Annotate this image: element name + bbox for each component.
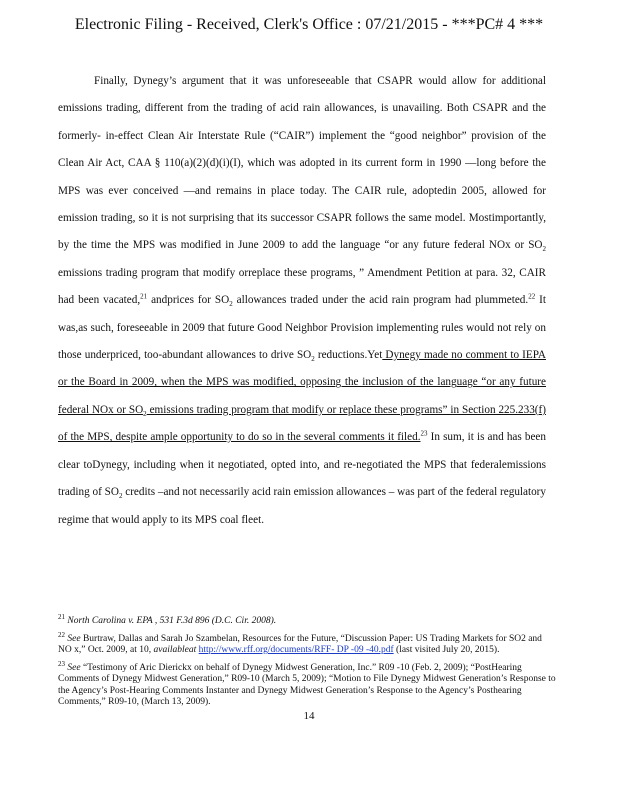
sentence-5: It was,as such, foreseeable in 2009 that future Good Neighbor Provision implementing rules would not rely on those underpriced, too-abundant allowances to drive SO	[58, 294, 546, 362]
footnote-23	[58, 659, 558, 709]
footnote-see: See	[67, 633, 81, 644]
sentence-4c: andprices for SO	[147, 294, 230, 307]
sentence-5b: reductions.Yet	[314, 349, 383, 362]
sentence-1: Finally, Dynegy’s argument that it was unforeseeable that CSAPR would allow for additional emissions trading, different from the trading of acid rain allowances, is unavailing.	[58, 75, 546, 115]
footnote-link[interactable]: http://www.rff.org/documents/RFF- DP -09 -40.pdf	[198, 645, 394, 655]
footnote-text: “Testimony of Aric Dierickx on behalf of Dynegy Midwest Generation, Inc.” R09 -10 (Feb. 2, 2009); “PostHearing Comments of Dynegy Midwest Generation,” R09-10 (March 5, 2009); “Motion to File Dynegy Midwest Generation’s Response to the Agency’s Post-Hearing Comments Instanter and Dynegy Midwest Generation’s Response to the Agency’s Posthearing Comments,” R09-10, (March 13, 2009).	[58, 662, 556, 707]
body-paragraph	[58, 68, 546, 534]
footnote-see: See	[67, 662, 81, 673]
sentence-4b: emissions trading program that modify orreplace these programs, ” Amendment Petition at para. 32, CAIR had been vacated,	[58, 266, 546, 307]
subscript: 2	[311, 355, 315, 364]
footnote-22	[58, 630, 558, 657]
sentence-4: Mostimportantly, by the time the MPS was modified in June 2009 to add the language “or any future federal NOx or SO	[58, 212, 547, 252]
underlined-passage-b: emissions trading program that modify or replace these programs” in Section 225.233(f) of the MPS, despite ample opportunity to do so in the several comments it filed.	[58, 403, 546, 444]
footnote-21	[58, 612, 558, 628]
footnote-text: North Carolina v. EPA , 531 F.3d 896 (D.C. Cir. 2008).	[67, 616, 277, 626]
footnotes	[58, 612, 558, 715]
footnote-tail: (last visited July 20, 2015).	[393, 645, 500, 655]
sentence-6: In sum, it is and has been clear toDynegy, including when it negotiated, opted into, and re-negotiated the MPS that federalemissions trading of SO	[58, 431, 546, 499]
filing-header: Electronic Filing - Received, Clerk's Office : 07/21/2015 - ***PC# 4 ***	[74, 16, 544, 33]
footnote-number: 21	[58, 612, 65, 621]
underlined-passage: Dynegy made no comment to IEPA or the Board in 2009, when the MPS was modified, opposing the inclusion of the language “or any future federal NOx or SO	[58, 349, 546, 416]
page-number: 14	[303, 710, 315, 722]
footnote-ref-21: 21	[140, 292, 148, 301]
footnote-number: 22	[58, 630, 65, 639]
footnote-ref-23: 23	[420, 429, 428, 438]
subscript: 2	[118, 492, 123, 501]
sentence-3: The CAIR rule, adoptedin 2005, allowed for emission trading, so it is not surprising that its successor CSAPR follows the same model.	[58, 184, 546, 225]
footnote-number: 23	[58, 659, 65, 668]
sentence-6b: credits –and not necessarily acid rain emission allowances – was part of the federal regulatory regime that would apply to its MPS coal fleet.	[58, 486, 547, 526]
footnote-text: Burtraw, Dallas and Sarah Jo Szambelan, Resources for the Future, “Discussion Paper: US Trading Markets for SO2 and NO x,” Oct. 2009, at 10,	[58, 633, 542, 655]
subscript: 2	[143, 410, 147, 419]
footnote-available-at: availableat	[153, 645, 197, 655]
subscript: 2	[542, 245, 546, 254]
sentence-2: Both CSAPR and the formerly- in-effect Clean Air Interstate Rule (“CAIR”) implement the “good neighbor” provision of the Clean Air Act, CAA § 110(a)(2)(d)(i)(I), which was adopted in its current form in 1990 —long before the MPS was ever conceived —and remains in place today.	[58, 102, 547, 197]
subscript: 2	[229, 300, 233, 309]
sentence-4d: allowances traded under the acid rain program had plummeted.	[232, 294, 529, 307]
footnote-ref-22: 22	[528, 292, 536, 301]
